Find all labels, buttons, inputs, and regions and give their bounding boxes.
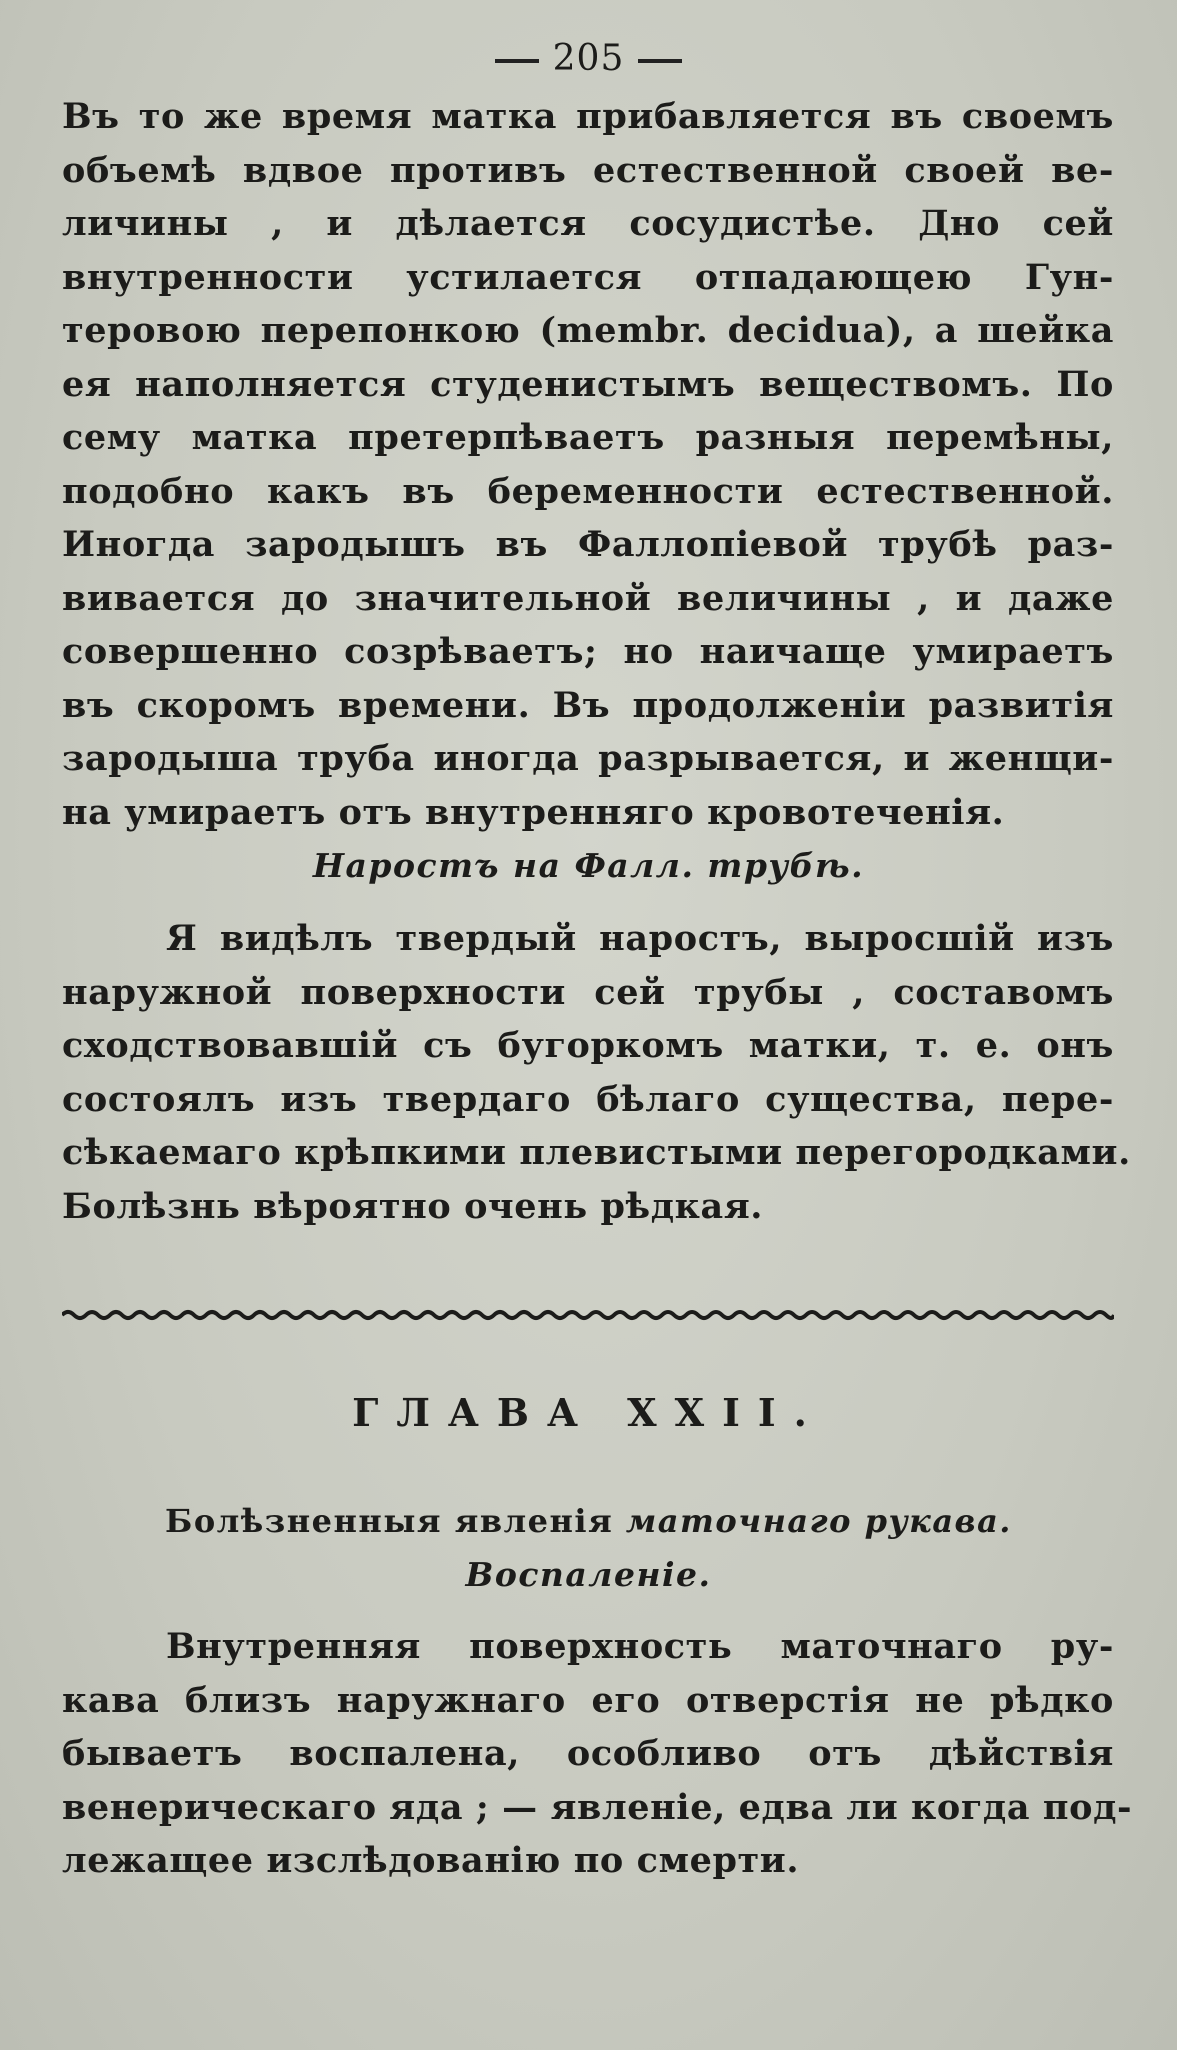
text-line: вивается до значительной величины , и даже (62, 577, 1114, 619)
text-line: личины , и дѣлается сосудистѣе. Дно сей (62, 203, 1114, 244)
text-line: наружной поверхности сей трубы , составомъ (62, 971, 1114, 1013)
text-line: зародыша труба иногда разрывается, и женщи- (62, 738, 1114, 779)
chapter-title: ГЛАВА XXII. (352, 1390, 825, 1435)
subheading-inflammation: Воспаленіе. (465, 1555, 712, 1594)
text-line: объемѣ вдвое противъ естественной своей ве- (62, 149, 1114, 191)
text-line: бываетъ воспалена, особливо отъ дѣйствія (62, 1733, 1114, 1774)
text-line: теровою перепонкою (membr. decidua), а шейка (62, 310, 1114, 351)
right-dash (638, 59, 682, 63)
text-line: совершенно созрѣваетъ; но наичаще умираетъ (62, 631, 1114, 672)
text-line: лежащее изслѣдованію по смерти. (62, 1840, 800, 1881)
text-line: ея наполняется студенистымъ веществомъ. По (62, 363, 1114, 405)
text-line: сѣкаемаго крѣпкими плевистыми перегородками. (62, 1132, 1131, 1173)
paragraph-3 (62, 1620, 1133, 1888)
section-heading (0, 1502, 1177, 1540)
text-line: на умираетъ отъ внутренняго кровотеченія. (62, 791, 1005, 833)
text-line: венерическаго яда ; — явленіе, едва ли когда под- (62, 1786, 1133, 1828)
text-line: внутренности устилается отпадающею Гун- (62, 256, 1114, 298)
ornamental-divider (62, 1308, 1114, 1322)
text-line: Внутренняя поверхность маточнаго ру- (166, 1626, 1114, 1667)
left-dash (495, 59, 539, 63)
section-heading-italic: маточнаго рукава. (625, 1502, 1012, 1540)
paragraph-1 (62, 90, 1114, 839)
text-line: Болѣзнь вѣроятно очень рѣдкая. (62, 1185, 764, 1227)
page-number-header (0, 38, 1177, 79)
text-line: состоялъ изъ твердаго бѣлаго существа, пере- (62, 1078, 1114, 1120)
text-line: Я видѣлъ твердый наростъ, выросшій изъ (166, 918, 1114, 959)
section-heading-plain: Болѣзненныя явленія (165, 1502, 614, 1540)
text-line: кава близъ наружнаго его отверстія не рѣдко (62, 1679, 1114, 1721)
text-line: подобно какъ въ беременности естественной. (62, 470, 1114, 512)
text-line: сходствовавшій съ бугоркомъ матки, т. е. онъ (62, 1025, 1114, 1066)
text-line: Въ то же время матка прибавляется въ своемъ (62, 96, 1114, 137)
text-line: Иногда зародышъ въ Фаллопіевой трубѣ раз- (62, 524, 1114, 565)
paragraph-2 (62, 912, 1131, 1233)
subheading-growth: Наростъ на Фалл. трубѣ. (312, 846, 865, 885)
text-line: сему матка претерпѣваетъ разныя перемѣны, (62, 417, 1114, 458)
page-number: 205 (552, 38, 625, 79)
text-line: въ скоромъ времени. Въ продолженіи развитія (62, 684, 1114, 726)
